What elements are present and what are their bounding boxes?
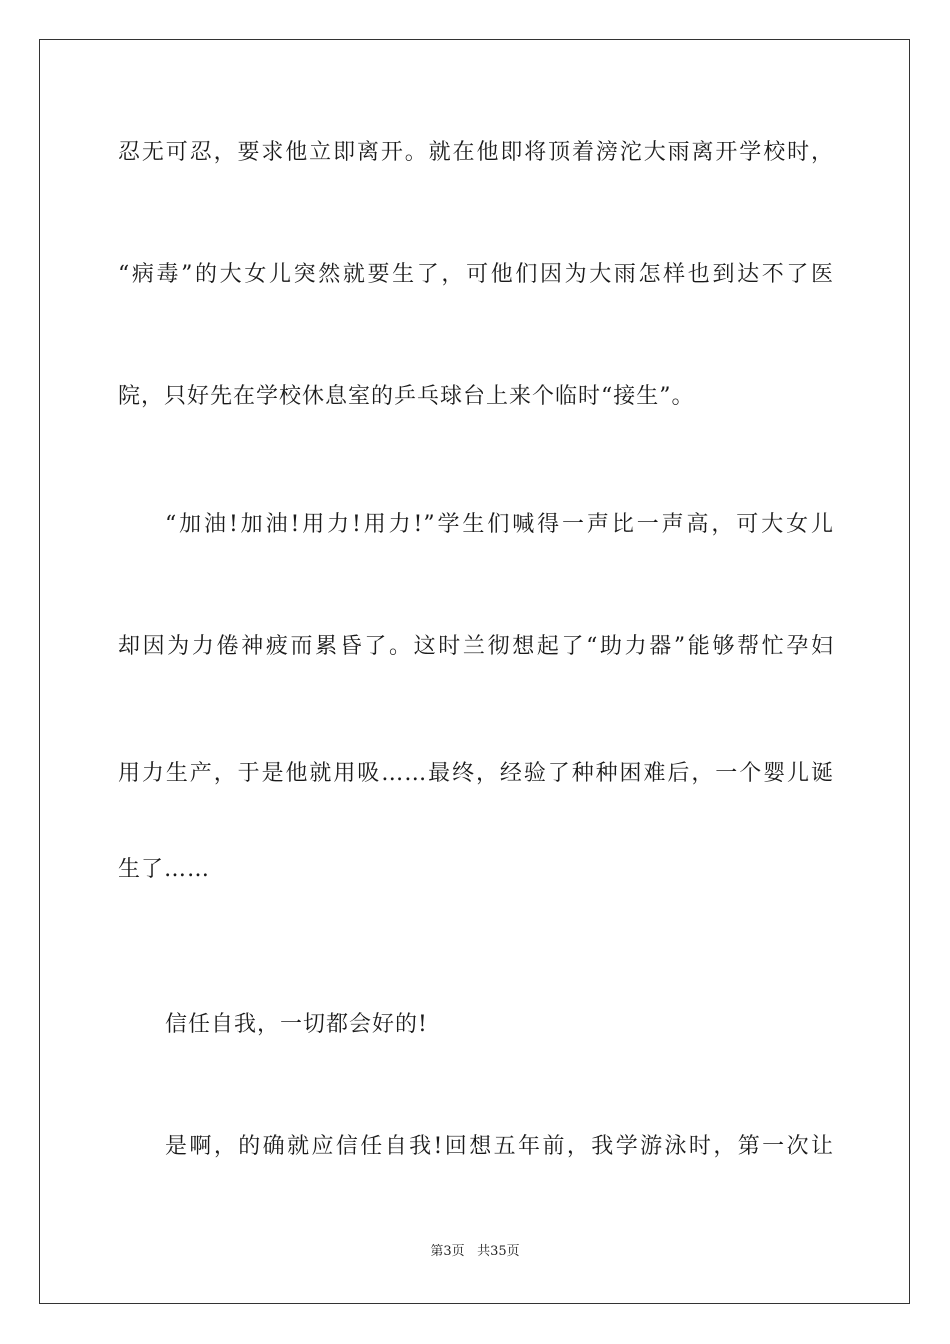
body-text-line-4: “加油!加油!用力!用力!”学生们喊得一声比一声高，可大女儿: [165, 512, 834, 537]
body-text-line-5: 却因为力倦神疲而累昏了。这时兰彻想起了“助力器”能够帮忙孕妇: [118, 634, 834, 659]
body-text-line-3: 院，只好先在学校休息室的乒乓球台上来个临时“接生”。: [118, 384, 695, 409]
body-text-line-8: 信任自我，一切都会好的!: [165, 1012, 428, 1037]
body-text-line-1: 忍无可忍，要求他立即离开。就在他即将顶着滂沱大雨离开学校时，: [118, 140, 834, 165]
body-text-line-2: “病毒”的大女儿突然就要生了，可他们因为大雨怎样也到达不了医: [118, 262, 834, 287]
page-number: 第3页: [430, 1244, 465, 1259]
page-total: 共35页: [477, 1244, 520, 1259]
body-text-line-9: 是啊，的确就应信任自我!回想五年前，我学游泳时，第一次让: [165, 1134, 834, 1159]
body-text-line-6: 用力生产，于是他就用吸……最终，经验了种种困难后，一个婴儿诞: [118, 761, 834, 786]
body-text-line-7: 生了……: [118, 857, 211, 882]
page-border: [39, 39, 910, 1304]
page-footer: [0, 1243, 950, 1261]
